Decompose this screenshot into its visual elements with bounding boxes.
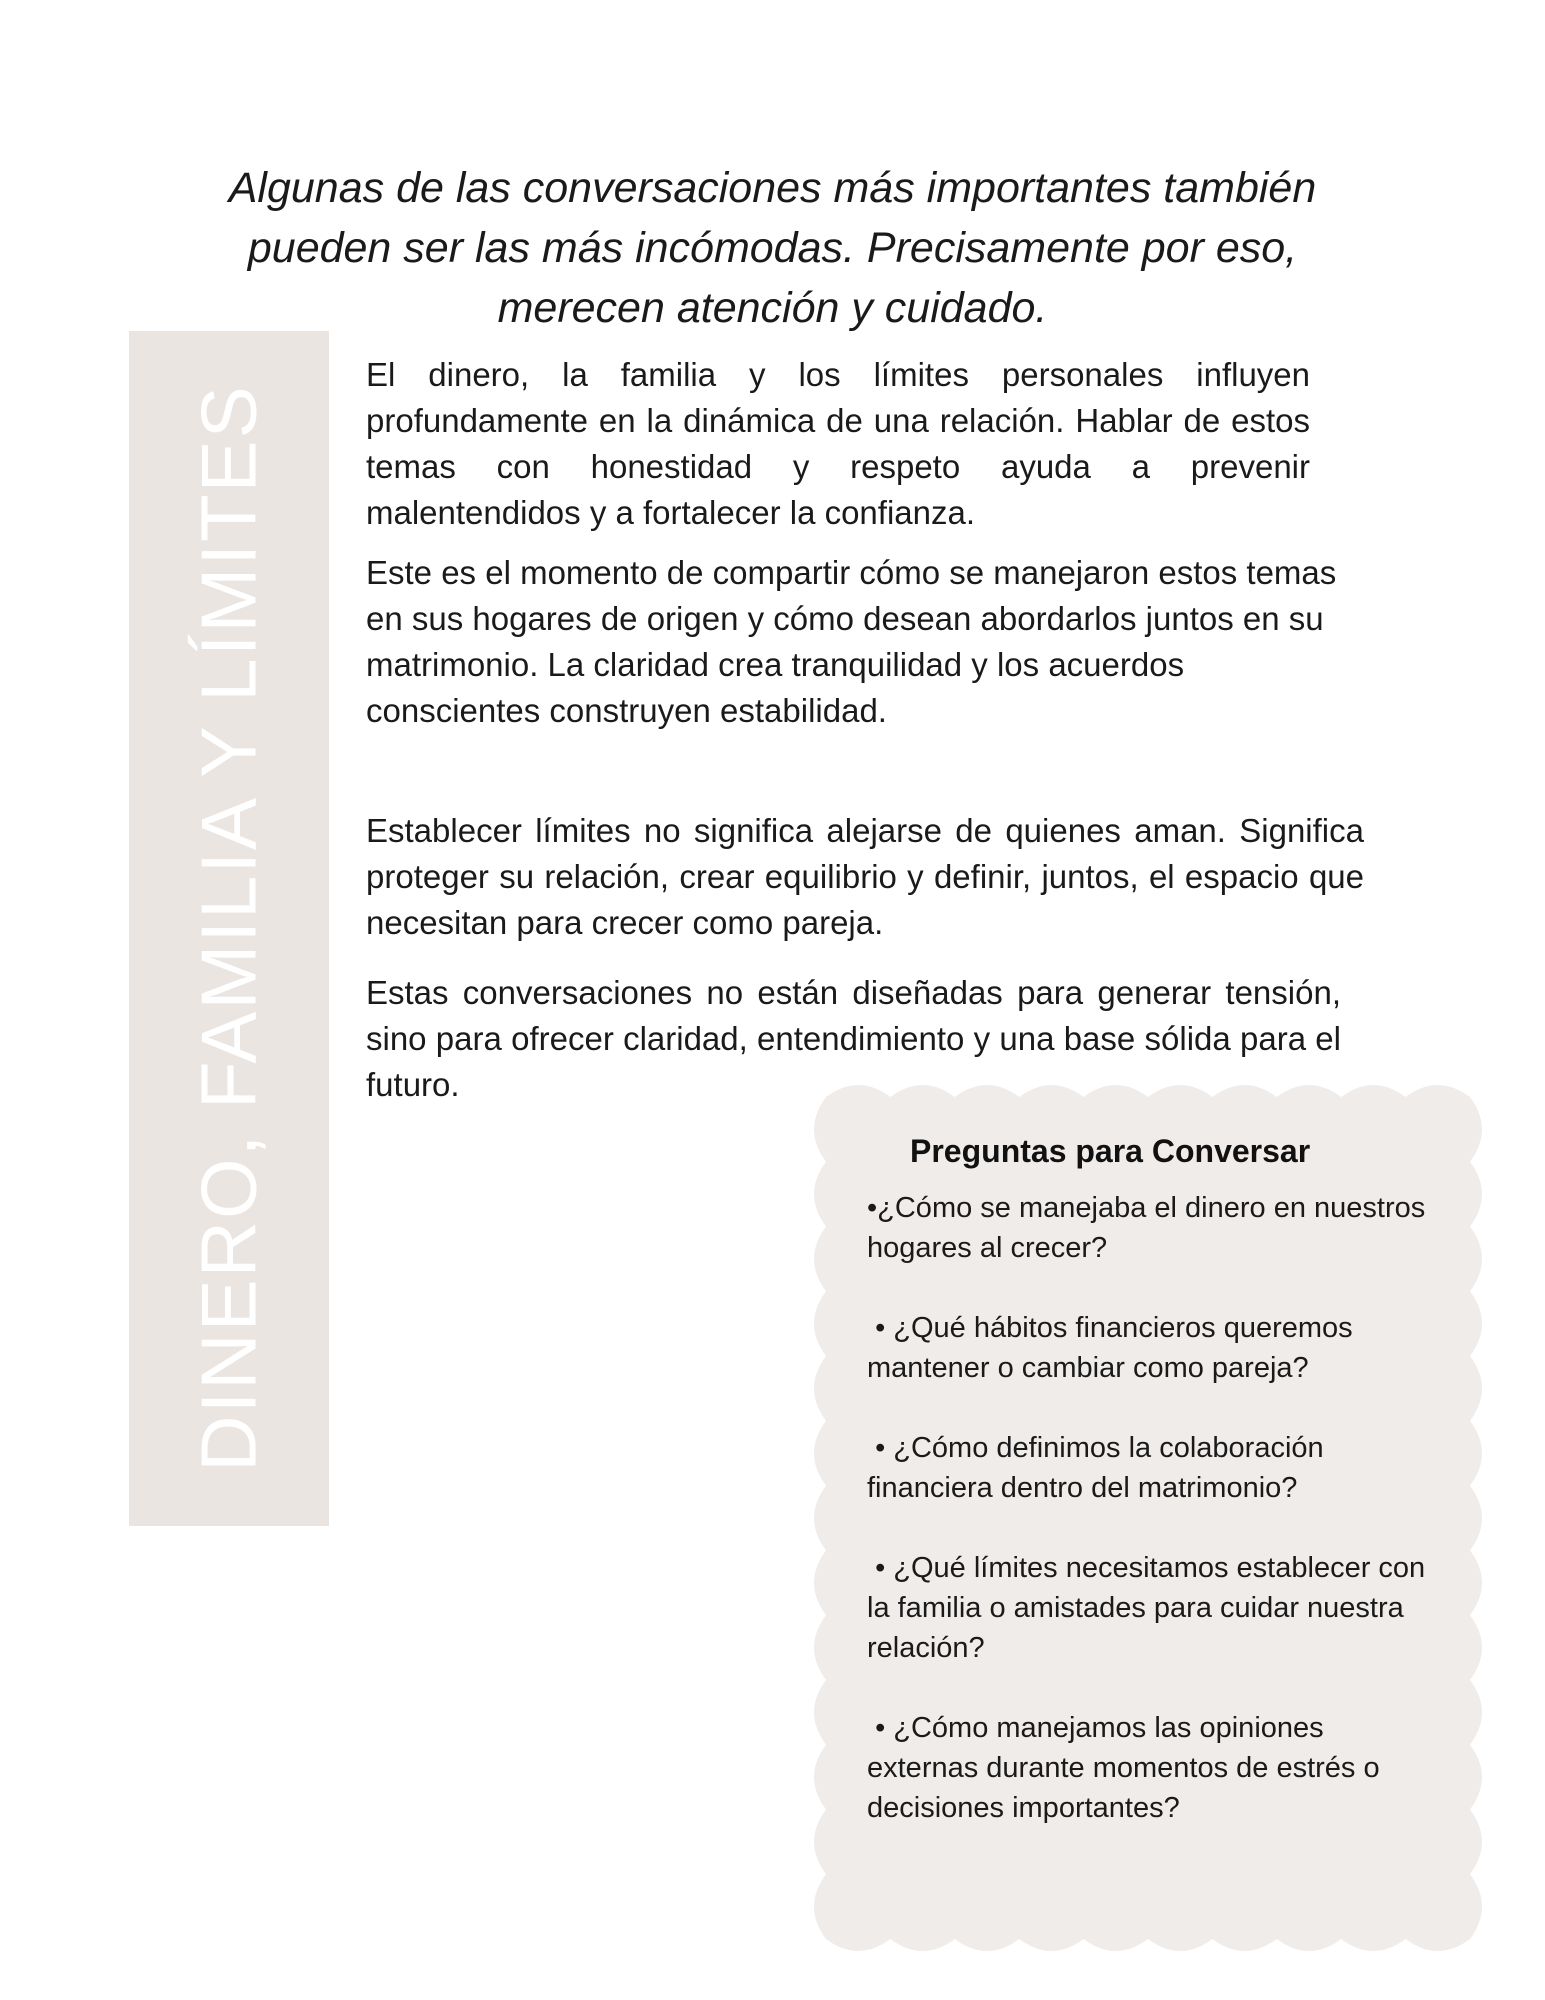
questions-list bbox=[867, 1188, 1442, 1868]
questions-heading: Preguntas para Conversar bbox=[910, 1133, 1311, 1169]
question-item: • ¿Cómo definimos la colaboración financiera dentro del matrimonio? bbox=[867, 1432, 1332, 1504]
question-item: • ¿Qué límites necesitamos establecer con la familia o amistades para cuidar nuestra relación? bbox=[867, 1552, 1434, 1664]
body-paragraph: Estas conversaciones no están diseñadas para generar tensión, sino para ofrecer claridad, entendimiento y una base sólida para el futuro. bbox=[366, 974, 1341, 1103]
question-item: •¿Cómo se manejaba el dinero en nuestros hogares al crecer? bbox=[867, 1192, 1434, 1264]
question-item: • ¿Qué hábitos financieros queremos mantener o cambiar como pareja? bbox=[867, 1312, 1361, 1384]
question-item: • ¿Cómo manejamos las opiniones externas durante momentos de estrés o decisiones importantes? bbox=[867, 1712, 1388, 1824]
intro-quote bbox=[120, 158, 1425, 338]
body-paragraph: El dinero, la familia y los límites personales influyen profundamente en la dinámica de una relación. Hablar de estos temas con honestidad y respeto ayuda a prevenir malentendidos y a fortalecer la confianza. bbox=[366, 356, 1310, 531]
intro-line: merecen atención y cuidado. bbox=[497, 284, 1048, 332]
questions-box bbox=[812, 1083, 1484, 1953]
intro-line: Algunas de las conversaciones más importantes también bbox=[228, 164, 1317, 212]
body-paragraph: Este es el momento de compartir cómo se manejaron estos temas en sus hogares de origen y cómo desean abordarlos juntos en su matrimonio. La claridad crea tranquilidad y los acuerdos conscientes construyen estabilidad. bbox=[366, 554, 1337, 729]
body-paragraph: Establecer límites no significa alejarse de quienes aman. Significa proteger su relación, crear equilibrio y definir, juntos, el espacio que necesitan para crecer como pareja. bbox=[366, 812, 1364, 941]
intro-line: pueden ser las más incómodas. Precisamente por eso, bbox=[247, 224, 1298, 272]
section-title-vertical: DINERO, FAMILIA Y LÍMITES bbox=[184, 384, 273, 1472]
